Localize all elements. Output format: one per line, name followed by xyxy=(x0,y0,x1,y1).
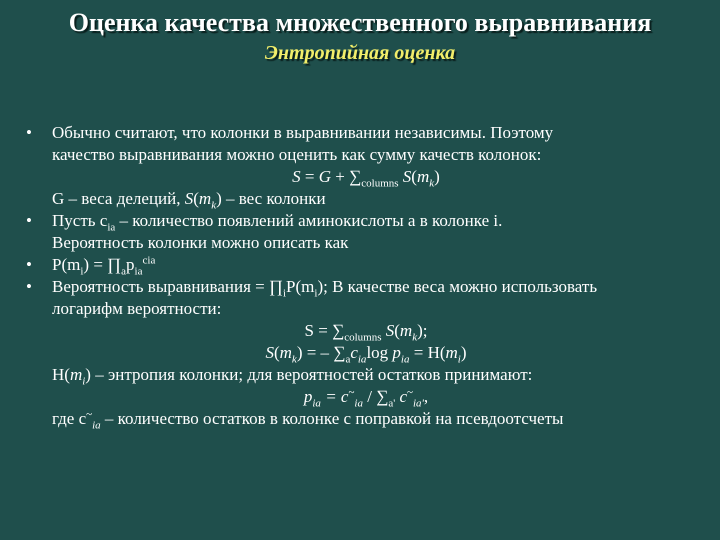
bullet-4-line-1: • Вероятность выравнивания = $\prod_iP(m_i)$; В качестве веса можно использовать xyxy=(26,277,598,300)
bullet-2-line-2: Вероятность колонки можно описать как xyxy=(52,233,349,252)
bullet-glyph: • xyxy=(26,277,32,296)
formula-total-score: $S = G + \sum_{columns}$ $S(m_k)$ xyxy=(292,167,440,190)
formula-probability: $p_{ia} = c^\sim_{ia} / \sum_{a'}$ $c^\sim_{ia'}$, xyxy=(303,386,429,410)
entropy-note: $H(m_i)$ – энтропия колонки; для вероятностей остатков принимают: xyxy=(52,365,533,388)
bullet-glyph: • xyxy=(26,123,32,142)
pseudocount-note: где $c^\sim_{ia}$ – количество остатков в колонке с поправкой на псевдоотсчеты xyxy=(52,408,564,432)
bullet-glyph: • xyxy=(26,211,32,230)
slide-title: Оценка качества множественного выравнивания xyxy=(68,8,652,37)
bullet-1-line-1 xyxy=(26,122,706,144)
bullet-2-line-1: • Пусть $c_{ia}$ – количество появлений аминокислоты a в колонке i. xyxy=(26,211,503,234)
bullet-4-line-2: логарифм вероятности: xyxy=(52,299,222,318)
formula-sum-score: $S = \sum_{columns}$ $S(m_k)$; xyxy=(304,321,428,344)
bullet-1-line-4: G – веса делеций, $S(m_k)$ – вес колонки xyxy=(52,189,326,212)
slide-subtitle: Энтропийная оценка xyxy=(264,42,456,64)
bullet-1-line-2: качество выравнивания можно оценить как сумму качеств колонок: xyxy=(52,145,542,164)
formula-entropy: $S(m_k)$ = – $\sum_ac_{ia}\log$ $p_{ia} = H(m_i)$ xyxy=(265,343,467,366)
bullet-3: • $P(m_i)$ = $\prod_ap_{ia}^{cia}$ xyxy=(26,254,156,278)
slide-body xyxy=(26,122,706,430)
bullet-glyph: • xyxy=(26,255,32,274)
bullet-1-text: Обычно считают, что колонки в выравнивании независимы. Поэтому xyxy=(52,123,554,142)
